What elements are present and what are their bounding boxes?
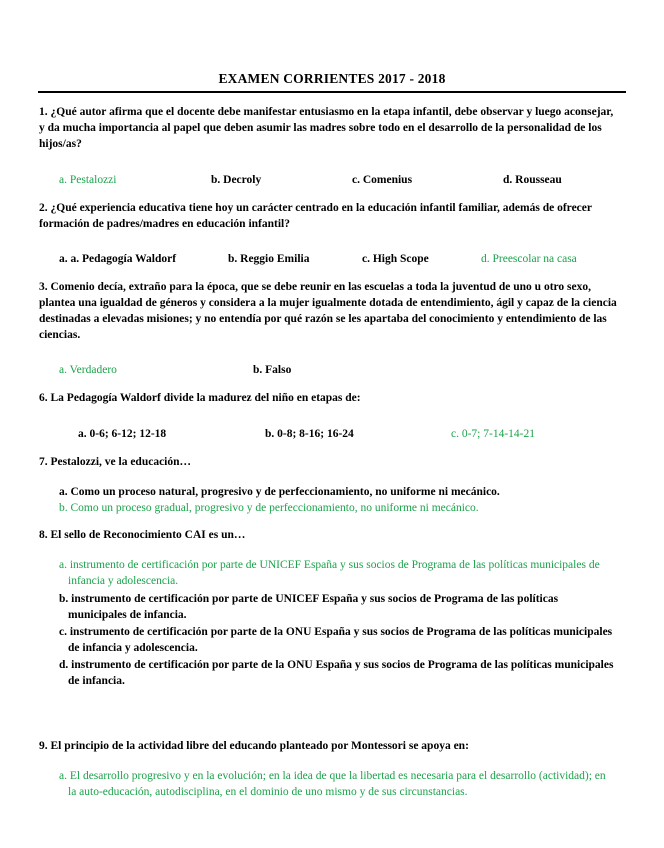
q3-option-a[interactable]: a. Verdadero [59, 364, 117, 376]
q2-option-a[interactable]: a. a. Pedagogía Waldorf [59, 253, 177, 265]
q8-option-a[interactable]: a. instrumento de certificación por parte de UNICEF España y sus socios de Programa de las políticas municipales de infancia y adolescencia. [59, 559, 600, 587]
q1-option-b[interactable]: b. Decroly [211, 174, 262, 186]
q9-option-a[interactable]: a. El desarrollo progresivo y en la evolución; en la idea de que la libertad es necesaria para el desarrollo (actividad); en la auto-educación, autodisciplina, en el dominio de uno mismo y de sus circunstancias. [59, 770, 606, 798]
q1-option-a[interactable]: a. Pestalozzi [59, 174, 117, 186]
q2-option-c[interactable]: c. High Scope [362, 253, 429, 265]
question-2: 2. ¿Qué experiencia educativa tiene hoy un carácter centrado en la educación infantil familiar, además de ofrecer formación de padres/madres en educación infantil? [39, 202, 592, 230]
q2-option-d[interactable]: d. Preescolar na casa [481, 253, 577, 265]
q2-option-b[interactable]: b. Reggio Emilia [228, 253, 310, 265]
q6-option-c[interactable]: c. 0-7; 7-14-14-21 [451, 428, 535, 440]
question-3: 3. Comenio decía, extraño para la época, que se debe reunir en las escuelas a toda la juventud de uno u otro sexo, plantea una igualdad de géneros y considera a la mujer igualmente dotada de entendimiento, ágil y capaz de la ciencia destinadas a elevadas misiones; y no entendía por qué razón se les apartaba del conocimiento y entendimiento de las ciencias. [39, 281, 617, 341]
question-7: 7. Pestalozzi, ve la educación… [39, 456, 192, 468]
q1-option-c[interactable]: c. Comenius [352, 174, 413, 186]
page-title: EXAMEN CORRIENTES 2017 - 2018 [218, 71, 446, 86]
question-6: 6. La Pedagogía Waldorf divide la madurez del niño en etapas de: [39, 392, 361, 404]
q1-option-d[interactable]: d. Rousseau [503, 174, 562, 186]
q6-option-a[interactable]: a. 0-6; 6-12; 12-18 [78, 428, 167, 440]
q6-option-b[interactable]: b. 0-8; 8-16; 16-24 [265, 428, 354, 440]
q8-option-c[interactable]: c. instrumento de certificación por parte de la ONU España y sus socios de Programa de las políticas municipales de infancia y adolescencia. [59, 626, 613, 654]
question-8: 8. El sello de Reconocimiento CAI es un… [39, 529, 246, 541]
q3-option-b[interactable]: b. Falso [253, 364, 292, 376]
question-1: 1. ¿Qué autor afirma que el docente debe manifestar entusiasmo en la etapa infantil, debe observar y luego aconsejar, y da mucha importancia al papel que deben asumir las madres sobre todo en el desarrollo de la personalidad de los hijos/as? [39, 106, 614, 150]
q7-option-a[interactable]: a. Como un proceso natural, progresivo y de perfeccionamiento, no uniforme ni mecánico. [59, 486, 500, 498]
q8-option-b[interactable]: b. instrumento de certificación por parte de UNICEF España y sus socios de Programa de las políticas municipales de infancia. [59, 593, 559, 621]
q8-option-d[interactable]: d. instrumento de certificación por parte de la ONU España y sus socios de Programa de las políticas municipales de infancia. [59, 659, 614, 687]
question-9: 9. El principio de la actividad libre del educando planteado por Montessori se apoya en: [39, 740, 469, 752]
q7-option-b[interactable]: b. Como un proceso gradual, progresivo y de perfeccionamiento, no uniforme ni mecánico. [59, 502, 479, 514]
title-divider [38, 91, 626, 93]
